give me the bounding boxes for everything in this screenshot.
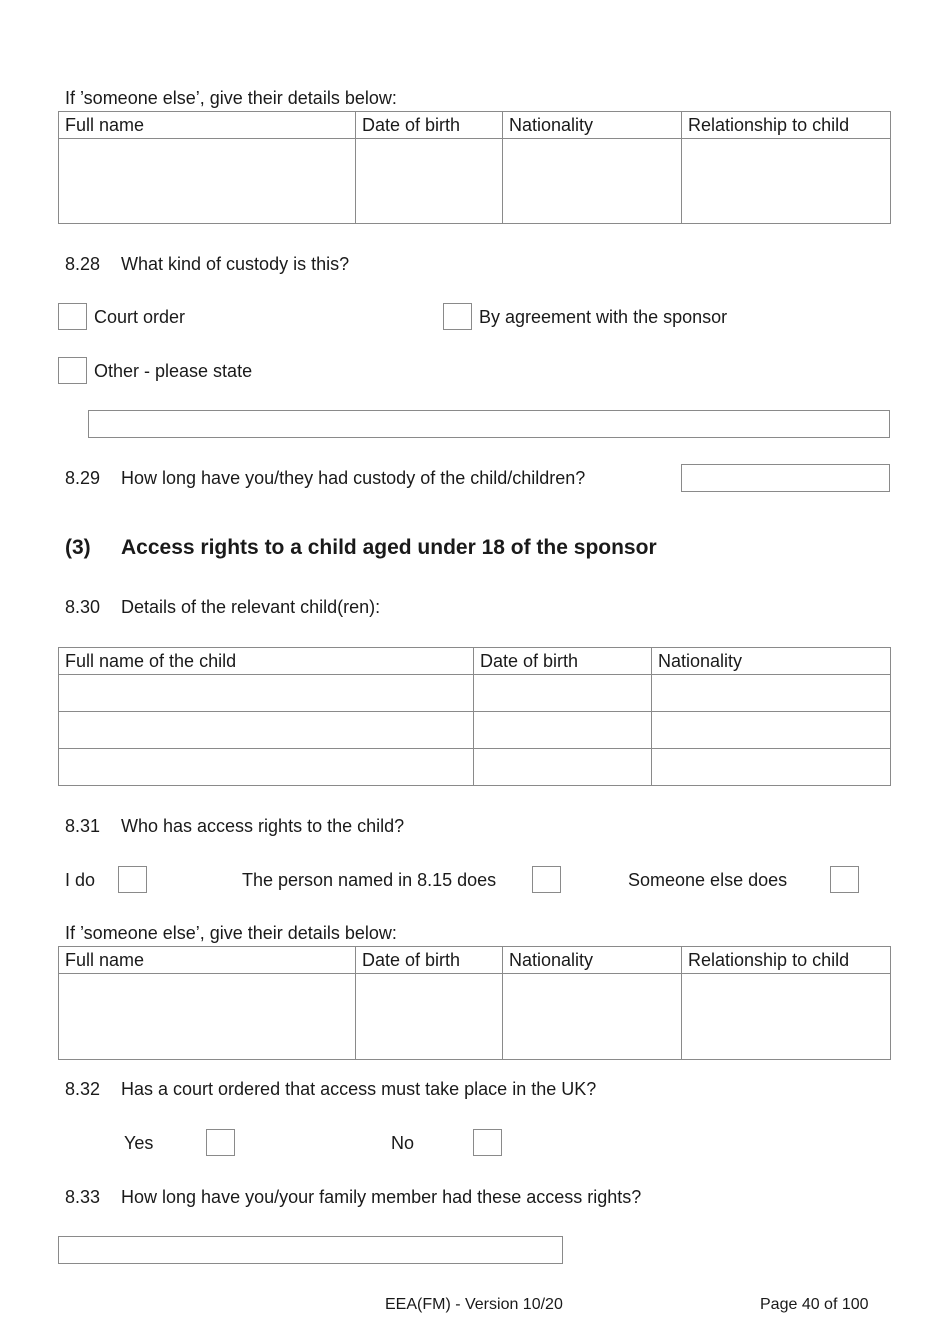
relationship-cell[interactable]	[682, 974, 891, 1060]
section-title: Access rights to a child aged under 18 of the sponsor	[121, 536, 657, 559]
full-name-cell[interactable]	[59, 139, 356, 224]
full-name-cell[interactable]	[59, 974, 356, 1060]
child-name-cell[interactable]	[59, 712, 474, 749]
date-of-birth-cell[interactable]	[356, 974, 503, 1060]
date-of-birth-cell[interactable]	[356, 139, 503, 224]
question-8-28: What kind of custody is this?	[121, 254, 350, 274]
nationality-cell[interactable]	[652, 712, 891, 749]
column-header-relationship: Relationship to child	[682, 112, 891, 139]
date-of-birth-cell[interactable]	[474, 675, 652, 712]
table-row	[59, 712, 891, 749]
someone-else-access-table	[58, 946, 891, 1060]
court-order-label: Court order	[94, 307, 186, 327]
question-number-8-33: 8.33	[65, 1187, 101, 1207]
table-row	[59, 749, 891, 786]
date-of-birth-cell[interactable]	[474, 712, 652, 749]
column-header-nationality: Nationality	[503, 112, 682, 139]
someone-else-custody-table	[58, 111, 891, 224]
column-header-relationship: Relationship to child	[682, 947, 891, 974]
no-label: No	[391, 1133, 415, 1153]
no-checkbox[interactable]	[473, 1129, 502, 1156]
column-header-date-of-birth: Date of birth	[356, 112, 503, 139]
court-order-checkbox[interactable]	[58, 303, 87, 330]
column-header-full-name: Full name	[59, 112, 356, 139]
someone-else-label: Someone else does	[628, 870, 788, 890]
custody-duration-input[interactable]	[681, 464, 890, 492]
yes-label: Yes	[124, 1133, 154, 1153]
footer-version: EEA(FM) - Version 10/20	[385, 1296, 563, 1313]
other-custody-input[interactable]	[88, 410, 890, 438]
other-custody-label: Other - please state	[94, 361, 253, 381]
column-header-full-name: Full name	[59, 947, 356, 974]
person-8-15-checkbox[interactable]	[532, 866, 561, 893]
relationship-cell[interactable]	[682, 139, 891, 224]
nationality-cell[interactable]	[503, 139, 682, 224]
nationality-cell[interactable]	[652, 749, 891, 786]
relevant-children-table	[58, 647, 891, 786]
other-custody-checkbox[interactable]	[58, 357, 87, 384]
agreement-checkbox[interactable]	[443, 303, 472, 330]
column-header-child-name: Full name of the child	[59, 648, 474, 675]
someone-else-checkbox[interactable]	[830, 866, 859, 893]
someone-else-intro: If ’someone else’, give their details below:	[65, 88, 397, 108]
nationality-cell[interactable]	[652, 675, 891, 712]
child-name-cell[interactable]	[59, 675, 474, 712]
question-number-8-31: 8.31	[65, 816, 101, 836]
question-number-8-28: 8.28	[65, 254, 101, 274]
question-8-33: How long have you/your family member had these access rights?	[121, 1187, 642, 1207]
column-header-date-of-birth: Date of birth	[474, 648, 652, 675]
section-number: (3)	[65, 536, 91, 559]
column-header-date-of-birth: Date of birth	[356, 947, 503, 974]
column-header-nationality: Nationality	[652, 648, 891, 675]
question-number-8-32: 8.32	[65, 1079, 101, 1099]
question-number-8-29: 8.29	[65, 468, 101, 488]
question-8-30: Details of the relevant child(ren):	[121, 597, 381, 617]
access-duration-input[interactable]	[58, 1236, 563, 1264]
i-do-label: I do	[65, 870, 96, 890]
table-row	[59, 675, 891, 712]
question-8-29: How long have you/they had custody of the child/children?	[121, 468, 586, 488]
nationality-cell[interactable]	[503, 974, 682, 1060]
column-header-nationality: Nationality	[503, 947, 682, 974]
child-name-cell[interactable]	[59, 749, 474, 786]
question-8-31: Who has access rights to the child?	[121, 816, 405, 836]
footer-page-number: Page 40 of 100	[760, 1296, 869, 1313]
yes-checkbox[interactable]	[206, 1129, 235, 1156]
question-number-8-30: 8.30	[65, 597, 101, 617]
question-8-32: Has a court ordered that access must take place in the UK?	[121, 1079, 597, 1099]
date-of-birth-cell[interactable]	[474, 749, 652, 786]
someone-else-intro: If ’someone else’, give their details below:	[65, 923, 397, 943]
i-do-checkbox[interactable]	[118, 866, 147, 893]
person-8-15-label: The person named in 8.15 does	[242, 870, 497, 890]
agreement-label: By agreement with the sponsor	[479, 307, 728, 327]
